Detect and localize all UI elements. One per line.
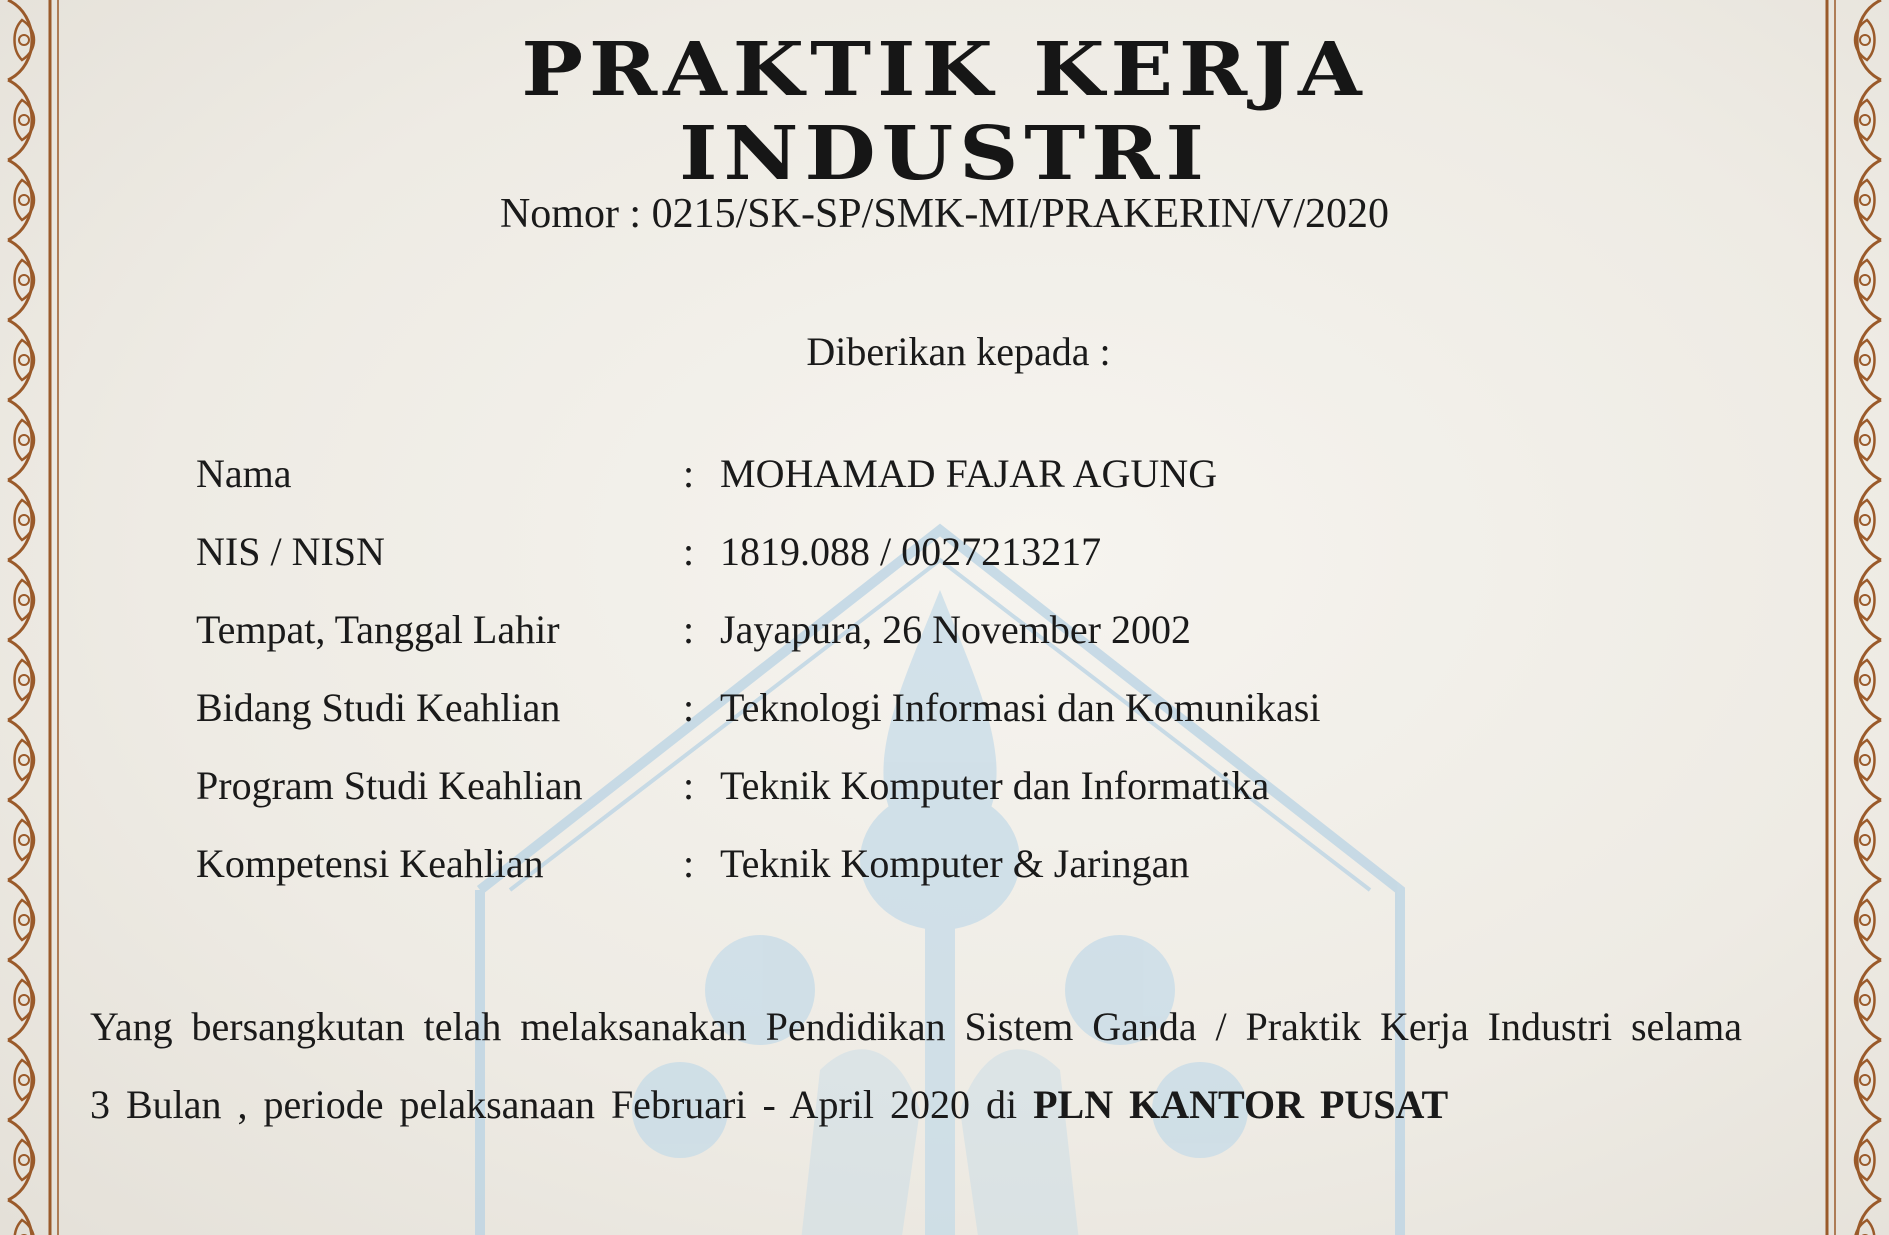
- field-colon: :: [683, 685, 695, 730]
- field-label: Bidang Studi Keahlian: [196, 685, 561, 730]
- field-label: Kompetensi Keahlian: [196, 841, 544, 886]
- field-colon: :: [683, 451, 695, 496]
- field-value: Jayapura, 26 November 2002: [720, 607, 1191, 652]
- field-value: Teknik Komputer & Jaringan: [720, 841, 1190, 886]
- certificate-number: Nomor : 0215/SK-SP/SMK-MI/PRAKERIN/V/2020: [499, 191, 1390, 237]
- field-colon: :: [683, 529, 695, 574]
- statement-text: Yang bersangkutan telah melaksanakan Pendidikan Sistem Ganda / Praktik Kerja Industri selama 3 Bulan , periode pelaksanaan Februari - April 2020 di: [90, 1004, 1742, 1127]
- field-label: Nama: [196, 451, 292, 496]
- field-label: Program Studi Keahlian: [196, 763, 583, 808]
- field-label: Tempat, Tanggal Lahir: [196, 607, 560, 652]
- statement-place: PLN KANTOR PUSAT: [1033, 1082, 1449, 1127]
- field-value: MOHAMAD FAJAR AGUNG: [720, 451, 1218, 496]
- certificate-title-line1: PRAKTIK KERJA: [521, 26, 1368, 114]
- field-label: NIS / NISN: [196, 529, 385, 574]
- field-value: Teknik Komputer dan Informatika: [720, 763, 1270, 808]
- field-value: 1819.088 / 0027213217: [720, 529, 1102, 574]
- certificate-title-line2: INDUSTRI: [679, 110, 1210, 198]
- field-colon: :: [683, 841, 695, 886]
- certificate-statement: [90, 988, 1742, 1144]
- given-to-heading: Diberikan kepada :: [806, 329, 1111, 374]
- field-value: Teknologi Informasi dan Komunikasi: [720, 685, 1321, 730]
- field-colon: :: [683, 763, 695, 808]
- field-colon: :: [683, 607, 695, 652]
